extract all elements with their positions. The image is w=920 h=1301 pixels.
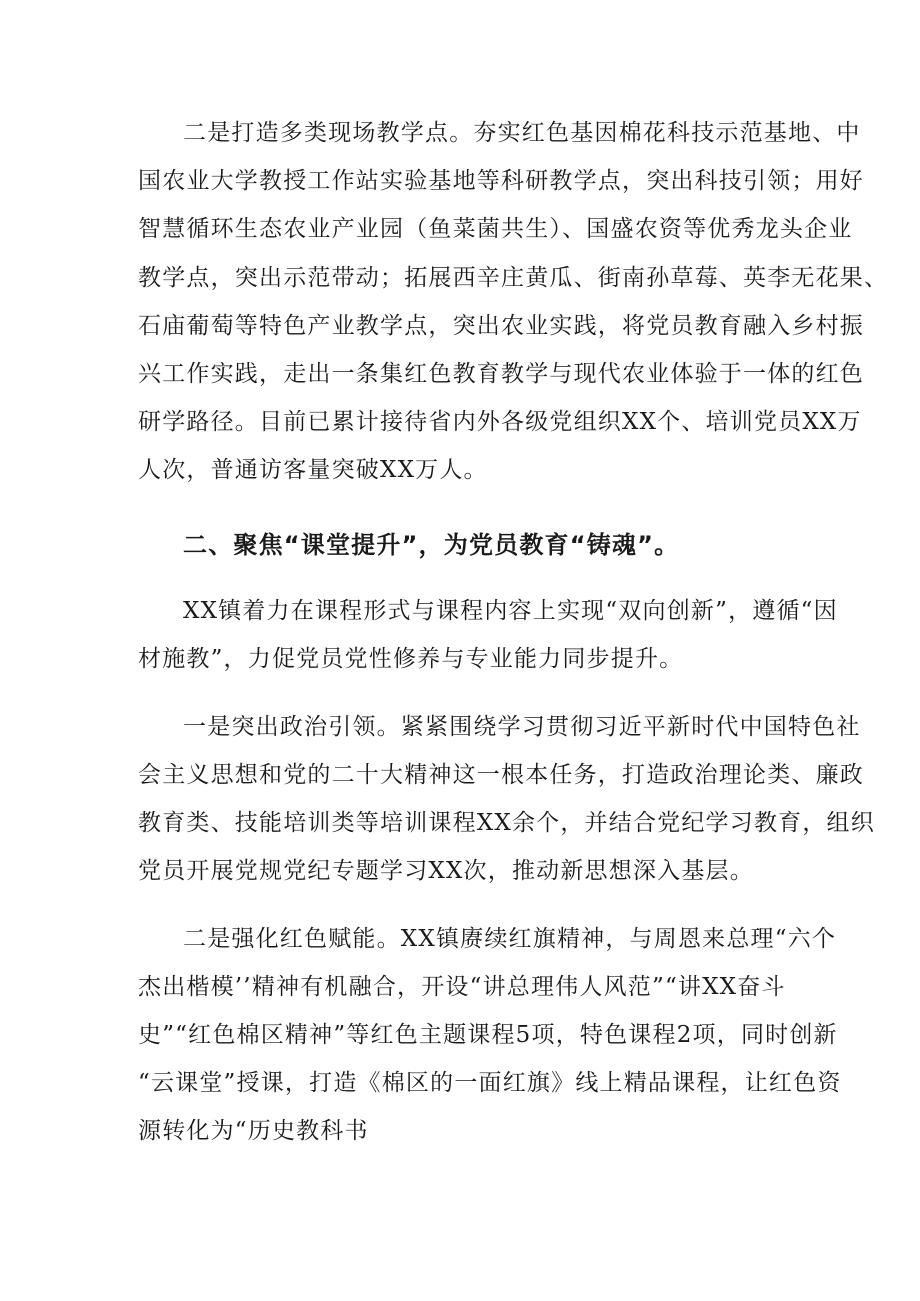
para-2-line-1: XX镇着力在课程形式与课程内容上实现“双向创新”，遵循“因 <box>183 598 838 624</box>
para-1-line-1: 二是打造多类现场教学点。夯实红色基因棉花科技示范基地、中 <box>183 120 861 146</box>
para-4-line-4: “云课堂”授课，打造《棉区的一面红旗》线上精品课程，让红色资 <box>138 1070 842 1096</box>
para-1-line-6: 兴工作实践，走出一条集红色教育教学与现代农业体验于一体的红色 <box>138 361 864 387</box>
para-4-line-3: 史”“红色棉区精神”等红色主题课程5项，特色课程2项，同时创新 <box>138 1022 838 1048</box>
para-4-line-1: 二是强化红色赋能。XX镇赓续红旗精神，与周恩来总理“六个 <box>183 926 837 952</box>
para-4-line-2: 杰出楷模’’精神有机融合，开设“讲总理伟人风范”“讲XX奋斗 <box>138 974 786 1000</box>
para-1-line-3: 智慧循环生态农业产业园（鱼菜菌共生）、国盛农资等优秀龙头企业 <box>138 216 853 242</box>
para-1-line-2: 国农业大学教授工作站实验基地等科研教学点，突出科技引领；用好 <box>138 168 864 194</box>
para-3-line-3: 教育类、技能培训类等培训课程XX余个，并结合党纪学习教育，组织 <box>138 810 875 836</box>
para-2-line-2: 材施教”，力促党员党性修养与专业能力同步提升。 <box>138 646 684 672</box>
para-3-line-4: 党员开展党规党纪专题学习XX次，推动新思想深入基层。 <box>138 858 754 884</box>
para-1-line-5: 石庙葡萄等特色产业教学点，突出农业实践，将党员教育融入乡村振 <box>138 313 864 339</box>
para-3-line-1: 一是突出政治引领。紧紧围绕学习贯彻习近平新时代中国特色社 <box>183 714 861 740</box>
para-1-line-7: 研学路径。目前已累计接待省内外各级党组织XX个、培训党员XX万 <box>138 409 862 435</box>
section-heading: 二、聚焦“课堂提升”，为党员教育“铸魂”。 <box>183 531 680 559</box>
para-4-line-5: 源转化为“历史教科书 <box>138 1118 369 1144</box>
para-1-line-4: 教学点，突出示范带动；拓展西辛庄黄瓜、街南孙草莓、英李无花果、 <box>138 265 889 291</box>
para-1-line-8: 人次，普通访客量突破XX万人。 <box>138 457 488 483</box>
para-3-line-2: 会主义思想和党的二十大精神这一根本任务，打造政治理论类、廉政 <box>138 762 864 788</box>
